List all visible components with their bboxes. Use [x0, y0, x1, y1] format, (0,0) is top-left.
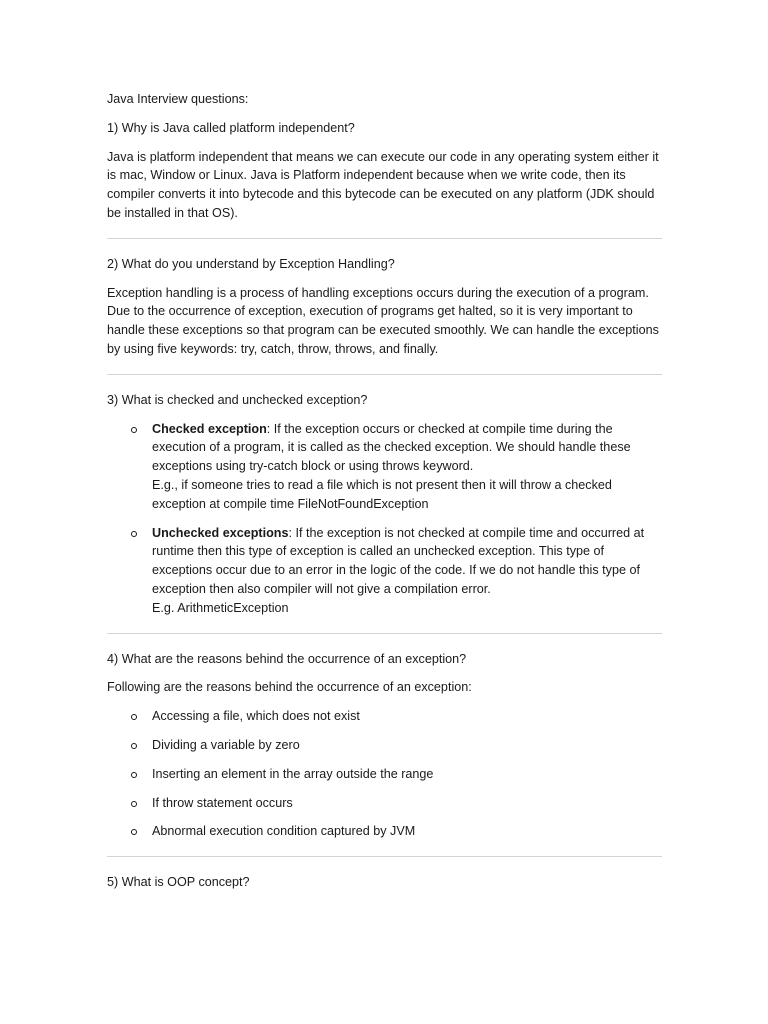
question-3-heading: 3) What is checked and unchecked exception? — [107, 392, 368, 407]
reason-text: If throw statement occurs — [152, 795, 293, 810]
unchecked-exceptions-description: : If the exception is not checked at compile time and occurred at runtime then this type of exception is called an unchecked exception. This type of exceptions occur due to an error in the logic of the code. If we do not handle this type of exception then also compiler will not give a compilation error. — [152, 525, 645, 596]
unchecked-exceptions-example: E.g. ArithmeticException — [152, 600, 289, 615]
list-item-unchecked-exceptions — [107, 524, 662, 618]
term-checked-exception: Checked exception — [152, 421, 267, 436]
question-2-heading: 2) What do you understand by Exception Handling? — [107, 256, 395, 271]
checked-exception-description: : If the exception occurs or checked at compile time during the execution of a program, it is called as the checked exception. We should handle these exceptions using try-catch block or using throws keyword. — [152, 421, 631, 474]
document-page — [107, 90, 662, 902]
reason-text: Abnormal execution condition captured by JVM — [152, 824, 416, 839]
list-item — [107, 736, 662, 755]
list-item — [107, 794, 662, 813]
hollow-bullet-icon — [131, 801, 137, 807]
question-1-answer: Java is platform independent that means we can execute our code in any operating system either it is mac, Window or Linux. Java is Platform independent because when we write code, then its compiler converts it into bytecode and this bytecode can be executed on any platform (JDK should be installed in that OS). — [107, 149, 659, 220]
document-title: Java Interview questions: — [107, 92, 249, 106]
hollow-bullet-icon — [131, 829, 137, 835]
hollow-bullet-icon — [131, 427, 137, 433]
section-divider — [107, 374, 662, 375]
section-divider — [107, 238, 662, 239]
question-4-list — [107, 707, 662, 841]
checked-exception-example: E.g., if someone tries to read a file which is not present then it will throw a checked exception at compile time FileNotFoundException — [152, 477, 612, 511]
question-4-intro: Following are the reasons behind the occurrence of an exception: — [107, 680, 472, 695]
section-divider — [107, 633, 662, 634]
question-1-heading: 1) Why is Java called platform independent? — [107, 120, 355, 135]
hollow-bullet-icon — [131, 714, 137, 720]
term-unchecked-exceptions: Unchecked exceptions — [152, 525, 289, 540]
reason-text: Accessing a file, which does not exist — [152, 709, 360, 724]
list-item — [107, 822, 662, 841]
list-item — [107, 707, 662, 726]
list-item — [107, 765, 662, 784]
question-5-heading: 5) What is OOP concept? — [107, 875, 250, 890]
reason-text: Inserting an element in the array outside the range — [152, 766, 434, 781]
hollow-bullet-icon — [131, 743, 137, 749]
question-4-heading: 4) What are the reasons behind the occurrence of an exception? — [107, 651, 467, 666]
hollow-bullet-icon — [131, 772, 137, 778]
list-item-checked-exception — [107, 420, 662, 514]
hollow-bullet-icon — [131, 531, 137, 537]
question-2-answer: Exception handling is a process of handling exceptions occurs during the execution of a program. Due to the occurrence of exception, execution of programs get halted, so it is very important to handle these exceptions so that program can be executed smoothly. We can handle the exceptions by using five keywords: try, catch, throw, throws, and finally. — [107, 285, 659, 356]
question-3-list — [107, 420, 662, 618]
section-divider — [107, 856, 662, 857]
reason-text: Dividing a variable by zero — [152, 737, 300, 752]
